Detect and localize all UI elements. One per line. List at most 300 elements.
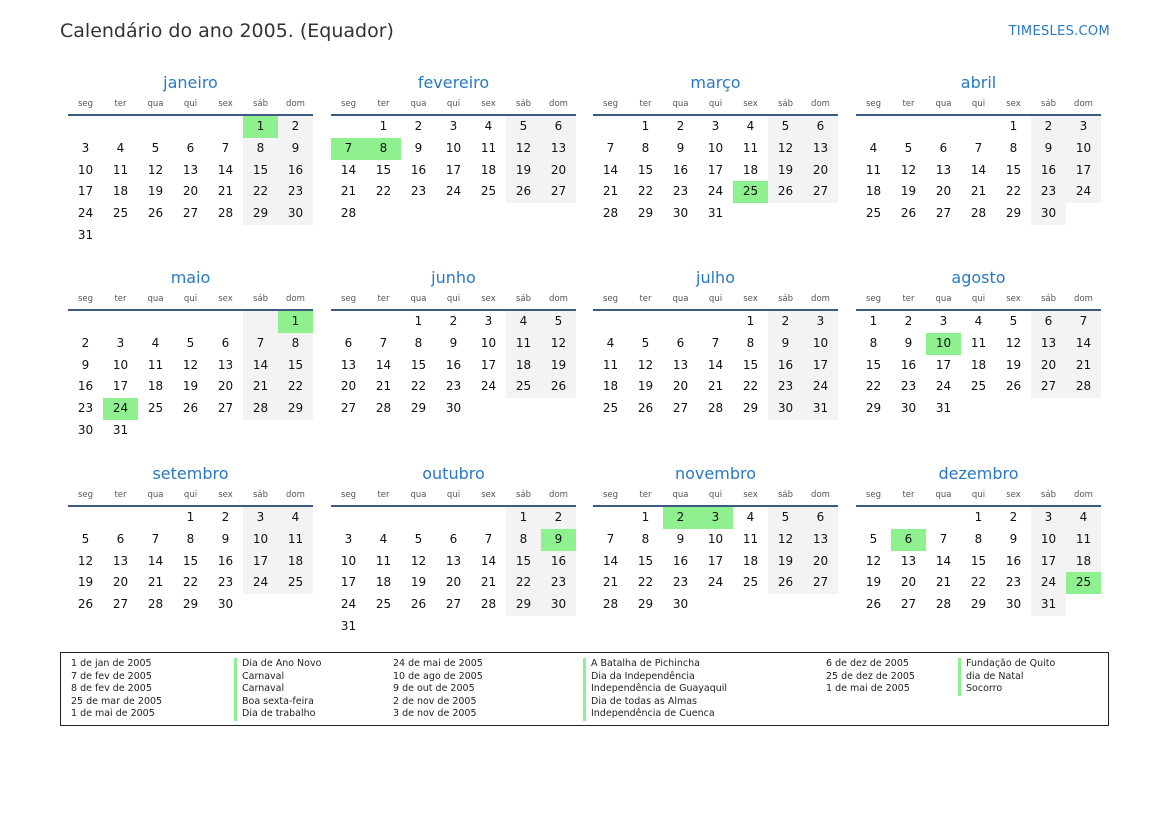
day-cell: 26: [77, 597, 94, 612]
empty-cell: [401, 507, 436, 529]
day-cell: 12: [77, 553, 94, 568]
day-cell: 24: [480, 379, 497, 394]
day-cell: 17: [707, 162, 724, 177]
week-row: [593, 507, 838, 529]
day-cell: 30: [77, 422, 94, 437]
empty-cell: [506, 616, 541, 638]
day-cell: 7: [606, 140, 615, 155]
weekday-label: ter: [902, 490, 915, 500]
day-cell: 21: [602, 184, 619, 199]
day-cell: 28: [602, 206, 619, 221]
day-cell: 2: [278, 116, 313, 138]
empty-cell: [961, 116, 996, 138]
weekday-label: qui: [971, 294, 986, 304]
month-name: maio: [170, 268, 211, 287]
day-cell: 7: [151, 531, 160, 546]
day-cell: 30: [900, 401, 917, 416]
day-cell: 8: [414, 335, 423, 350]
day-cell: 2: [541, 507, 576, 529]
day-cell: 6: [541, 116, 576, 138]
week-row: [856, 138, 1101, 160]
day-cell: 26: [768, 181, 803, 203]
day-cell: 9: [1031, 138, 1066, 160]
day-cell: 10: [445, 140, 462, 155]
day-cell: 14: [935, 553, 952, 568]
legend-date: 2 de nov de 2005: [393, 695, 477, 707]
empty-cell: [926, 116, 961, 138]
day-cell: 10: [707, 531, 724, 546]
day-cell: 17: [1031, 551, 1066, 573]
day-cell: 19: [506, 160, 541, 182]
day-cell: 12: [410, 553, 427, 568]
day-cell: 4: [869, 140, 878, 155]
day-cell: 9: [221, 531, 230, 546]
day-cell: 12: [900, 162, 917, 177]
empty-cell: [768, 203, 803, 225]
day-cell: 10: [1031, 529, 1066, 551]
day-cell: 27: [340, 401, 357, 416]
day-cell: 7: [711, 335, 720, 350]
weekday-label: ter: [377, 294, 390, 304]
day-cell: 9: [1009, 531, 1018, 546]
day-cell: 11: [147, 357, 164, 372]
day-cell: 18: [602, 379, 619, 394]
empty-cell: [471, 616, 506, 638]
day-cell: 22: [1005, 184, 1022, 199]
day-cell: 2: [1031, 116, 1066, 138]
weekday-label: ter: [114, 99, 127, 109]
day-cell: 15: [278, 355, 313, 377]
day-cell: 22: [970, 575, 987, 590]
empty-cell: [138, 311, 173, 333]
day-cell: 16: [278, 160, 313, 182]
month-name: março: [690, 73, 741, 92]
day-cell: 3: [449, 119, 458, 133]
day-cell: 5: [641, 335, 650, 350]
legend-date: 8 de fev de 2005: [71, 683, 152, 695]
month-name: abril: [960, 73, 997, 92]
day-cell: 18: [506, 355, 541, 377]
legend-date: 24 de mai de 2005: [393, 658, 483, 669]
empty-cell: [366, 616, 401, 638]
day-cell: 4: [506, 311, 541, 333]
day-cell: 30: [768, 398, 803, 420]
day-cell: 14: [375, 357, 392, 372]
day-cell: 16: [1005, 553, 1022, 568]
weekday-label: qui: [446, 99, 461, 109]
week-row: [593, 398, 838, 420]
weekday-header: [331, 98, 576, 112]
day-cell: 16: [217, 553, 234, 568]
day-cell: 7: [221, 140, 230, 155]
day-cell: 19: [1005, 357, 1022, 372]
weekday-label: sáb: [777, 490, 794, 500]
empty-cell: [138, 225, 173, 247]
day-cell: 23: [217, 575, 234, 590]
week-row: [331, 138, 576, 160]
day-cell: 11: [970, 335, 987, 350]
day-cell: 22: [182, 575, 199, 590]
day-cell: 6: [676, 335, 685, 350]
week-row: [68, 333, 313, 355]
week-row: [68, 572, 313, 594]
day-cell: 23: [768, 376, 803, 398]
day-cell: 14: [147, 553, 164, 568]
empty-cell: [138, 507, 173, 529]
weekday-header: [856, 293, 1101, 307]
day-cell: 28: [602, 597, 619, 612]
week-row: [68, 376, 313, 398]
month-name: julho: [696, 268, 735, 287]
day-cell: 9: [414, 140, 423, 155]
week-row: [856, 376, 1101, 398]
day-cell: 21: [340, 184, 357, 199]
weekday-label: sáb: [252, 99, 269, 109]
day-cell: 16: [672, 162, 689, 177]
weekday-header: [331, 489, 576, 503]
empty-cell: [471, 398, 506, 420]
day-cell: 2: [904, 314, 913, 328]
brand-link[interactable]: TIMESLES.COM: [1008, 24, 1110, 39]
legend-holiday-name: A Batalha de Pichincha: [583, 658, 727, 671]
empty-cell: [366, 203, 401, 225]
day-cell: 13: [900, 553, 917, 568]
day-cell: 11: [865, 162, 882, 177]
empty-cell: [173, 311, 208, 333]
empty-cell: [663, 311, 698, 333]
empty-cell: [593, 311, 628, 333]
weekday-label: qui: [708, 294, 723, 304]
day-cell: 5: [506, 116, 541, 138]
weekday-label: dom: [286, 294, 305, 304]
day-cell: 15: [243, 160, 278, 182]
day-cell: 21: [147, 575, 164, 590]
day-cell: 31: [803, 398, 838, 420]
weekday-label: sex: [481, 490, 496, 500]
day-cell: 4: [974, 314, 983, 328]
day-cell: 25: [602, 401, 619, 416]
week-row: [593, 160, 838, 182]
day-cell: 29: [742, 401, 759, 416]
day-cell: 12: [768, 529, 803, 551]
legend-holiday-name: Fundação de Quito: [958, 658, 1055, 671]
day-cell: 10: [926, 333, 961, 355]
day-cell: 29: [182, 597, 199, 612]
empty-cell: [1066, 203, 1101, 225]
day-cell: 1: [278, 311, 313, 333]
day-cell: 31: [707, 206, 724, 221]
day-cell: 14: [602, 553, 619, 568]
week-row: [593, 529, 838, 551]
empty-cell: [138, 420, 173, 442]
day-cell: 6: [116, 531, 125, 546]
day-cell: 10: [112, 357, 129, 372]
weekday-header: [593, 98, 838, 112]
day-cell: 14: [1066, 333, 1101, 355]
day-cell: 15: [637, 162, 654, 177]
empty-cell: [138, 116, 173, 138]
day-cell: 3: [939, 314, 948, 328]
day-cell: 7: [606, 531, 615, 546]
day-cell: 8: [641, 531, 650, 546]
weekday-label: seg: [865, 490, 882, 500]
weekday-label: seg: [77, 99, 94, 109]
week-row: [331, 572, 576, 594]
day-cell: 24: [935, 379, 952, 394]
day-cell: 31: [935, 401, 952, 416]
day-cell: 10: [243, 529, 278, 551]
day-cell: 27: [182, 206, 199, 221]
day-cell: 17: [77, 184, 94, 199]
month-7: [593, 267, 838, 420]
empty-cell: [103, 225, 138, 247]
day-cell: 10: [77, 162, 94, 177]
day-cell: 5: [414, 531, 423, 546]
day-cell: 19: [900, 184, 917, 199]
day-cell: 4: [278, 507, 313, 529]
day-cell: 4: [746, 119, 755, 133]
day-cell: 23: [900, 379, 917, 394]
day-cell: 2: [663, 507, 698, 529]
week-row: [68, 225, 313, 247]
day-cell: 15: [375, 162, 392, 177]
day-cell: 20: [900, 575, 917, 590]
weekday-header: [68, 98, 313, 112]
weekday-label: ter: [114, 294, 127, 304]
empty-cell: [243, 594, 278, 616]
day-cell: 30: [672, 597, 689, 612]
day-cell: 12: [768, 138, 803, 160]
day-cell: 10: [480, 335, 497, 350]
weekday-label: dom: [549, 99, 568, 109]
weekday-label: ter: [902, 99, 915, 109]
day-cell: 25: [375, 597, 392, 612]
week-row: [68, 138, 313, 160]
empty-cell: [803, 594, 838, 616]
weekday-header: [68, 293, 313, 307]
day-cell: 24: [707, 575, 724, 590]
day-cell: 18: [742, 553, 759, 568]
legend-holiday-name: Independência de Guayaquil: [583, 683, 727, 696]
day-cell: 9: [449, 335, 458, 350]
day-cell: 17: [480, 357, 497, 372]
weekday-label: dom: [1074, 490, 1093, 500]
day-cell: 11: [1066, 529, 1101, 551]
day-cell: 5: [1009, 314, 1018, 328]
day-cell: 14: [217, 162, 234, 177]
week-row: [68, 420, 313, 442]
day-cell: 4: [1066, 507, 1101, 529]
day-cell: 26: [900, 206, 917, 221]
day-cell: 15: [410, 357, 427, 372]
day-cell: 1: [974, 510, 983, 524]
weekday-label: qua: [935, 294, 952, 304]
week-row: [856, 594, 1101, 616]
day-cell: 6: [803, 116, 838, 138]
legend-date: 1 de jan de 2005: [71, 658, 152, 669]
day-cell: 22: [637, 575, 654, 590]
day-cell: 8: [278, 333, 313, 355]
day-cell: 4: [116, 140, 125, 155]
weekday-label: qui: [708, 99, 723, 109]
day-cell: 4: [746, 510, 755, 524]
day-cell: 5: [768, 507, 803, 529]
empty-cell: [243, 225, 278, 247]
empty-cell: [173, 116, 208, 138]
day-cell: 6: [186, 140, 195, 155]
weekday-label: ter: [114, 490, 127, 500]
day-cell: 16: [445, 357, 462, 372]
week-row: [331, 203, 576, 225]
weekday-label: sáb: [252, 490, 269, 500]
weekday-label: qua: [147, 99, 164, 109]
weekday-label: qui: [183, 490, 198, 500]
day-cell: 8: [243, 138, 278, 160]
day-cell: 6: [803, 507, 838, 529]
weekday-label: sáb: [1040, 99, 1057, 109]
weekday-label: sex: [218, 99, 233, 109]
weekday-label: dom: [1074, 99, 1093, 109]
day-cell: 2: [676, 119, 685, 133]
day-cell: 19: [182, 379, 199, 394]
day-cell: 7: [939, 531, 948, 546]
legend-date: 1 de mai de 2005: [71, 708, 155, 720]
day-cell: 23: [1005, 575, 1022, 590]
month-11: [593, 463, 838, 616]
day-cell: 6: [221, 335, 230, 350]
day-cell: 3: [243, 507, 278, 529]
day-cell: 30: [672, 206, 689, 221]
weekday-label: sex: [743, 490, 758, 500]
week-row: [331, 333, 576, 355]
empty-cell: [331, 116, 366, 138]
empty-cell: [996, 398, 1031, 420]
day-cell: 8: [746, 335, 755, 350]
day-cell: 27: [900, 597, 917, 612]
day-cell: 27: [803, 181, 838, 203]
empty-cell: [733, 203, 768, 225]
day-cell: 7: [1066, 311, 1101, 333]
weekday-label: sex: [743, 294, 758, 304]
day-cell: 9: [676, 531, 685, 546]
day-cell: 14: [970, 162, 987, 177]
day-cell: 16: [768, 355, 803, 377]
week-row: [331, 311, 576, 333]
week-row: [331, 507, 576, 529]
day-cell: 26: [506, 181, 541, 203]
day-cell: 20: [935, 184, 952, 199]
day-cell: 1: [1009, 119, 1018, 133]
day-cell: 19: [147, 184, 164, 199]
day-cell: 7: [379, 335, 388, 350]
day-cell: 5: [541, 311, 576, 333]
day-cell: 15: [742, 357, 759, 372]
weekday-label: qui: [708, 490, 723, 500]
day-cell: 4: [379, 531, 388, 546]
empty-cell: [366, 507, 401, 529]
day-cell: 20: [672, 379, 689, 394]
day-cell: 21: [217, 184, 234, 199]
legend-holiday-name: Socorro: [958, 683, 1055, 696]
day-cell: 21: [375, 379, 392, 394]
week-row: [856, 355, 1101, 377]
day-cell: 8: [366, 138, 401, 160]
weekday-label: sex: [481, 294, 496, 304]
day-cell: 28: [707, 401, 724, 416]
weekday-label: qua: [147, 490, 164, 500]
empty-cell: [1066, 594, 1101, 616]
weekday-label: seg: [340, 490, 357, 500]
week-row: [331, 355, 576, 377]
legend-date: 25 de mar de 2005: [71, 695, 163, 707]
weekday-label: seg: [340, 294, 357, 304]
holiday-legend: [60, 652, 1109, 726]
day-cell: 17: [1066, 160, 1101, 182]
weekday-label: ter: [377, 490, 390, 500]
day-cell: 3: [698, 507, 733, 529]
legend-holiday-name: Dia de Ano Novo: [234, 658, 321, 671]
week-row: [68, 529, 313, 551]
month-name: outubro: [422, 464, 485, 483]
day-cell: 5: [904, 140, 913, 155]
weekday-label: sáb: [1040, 490, 1057, 500]
week-row: [856, 333, 1101, 355]
day-cell: 25: [733, 181, 768, 203]
legend-holiday-name: Dia da Independência: [583, 671, 727, 684]
day-cell: 26: [410, 597, 427, 612]
day-cell: 2: [449, 314, 458, 328]
weekday-label: sáb: [515, 99, 532, 109]
day-cell: 28: [217, 206, 234, 221]
month-2: [331, 72, 576, 225]
empty-cell: [856, 116, 891, 138]
weekday-label: qui: [183, 99, 198, 109]
week-row: [856, 507, 1101, 529]
week-row: [593, 376, 838, 398]
day-cell: 19: [768, 551, 803, 573]
day-cell: 30: [541, 594, 576, 616]
weekday-label: dom: [286, 99, 305, 109]
day-cell: 1: [641, 510, 650, 524]
day-cell: 20: [182, 184, 199, 199]
day-cell: 12: [637, 357, 654, 372]
day-cell: 20: [112, 575, 129, 590]
day-cell: 29: [410, 401, 427, 416]
week-row: [68, 311, 313, 333]
empty-cell: [436, 203, 471, 225]
day-cell: 12: [506, 138, 541, 160]
day-cell: 6: [891, 529, 926, 551]
empty-cell: [103, 311, 138, 333]
day-cell: 27: [112, 597, 129, 612]
day-cell: 29: [506, 594, 541, 616]
day-cell: 21: [480, 575, 497, 590]
day-cell: 7: [974, 140, 983, 155]
legend-date: 10 de ago de 2005: [393, 670, 483, 682]
day-cell: 15: [1005, 162, 1022, 177]
weekday-label: qui: [971, 490, 986, 500]
weekday-label: sáb: [777, 294, 794, 304]
legend-holiday-name: Carnaval: [234, 683, 321, 696]
weekday-label: sáb: [515, 294, 532, 304]
weekday-label: sex: [1006, 294, 1021, 304]
day-cell: 30: [1031, 203, 1066, 225]
month-name: junho: [431, 268, 476, 287]
month-name: novembro: [675, 464, 756, 483]
day-cell: 12: [182, 357, 199, 372]
week-row: [68, 116, 313, 138]
day-cell: 25: [278, 572, 313, 594]
